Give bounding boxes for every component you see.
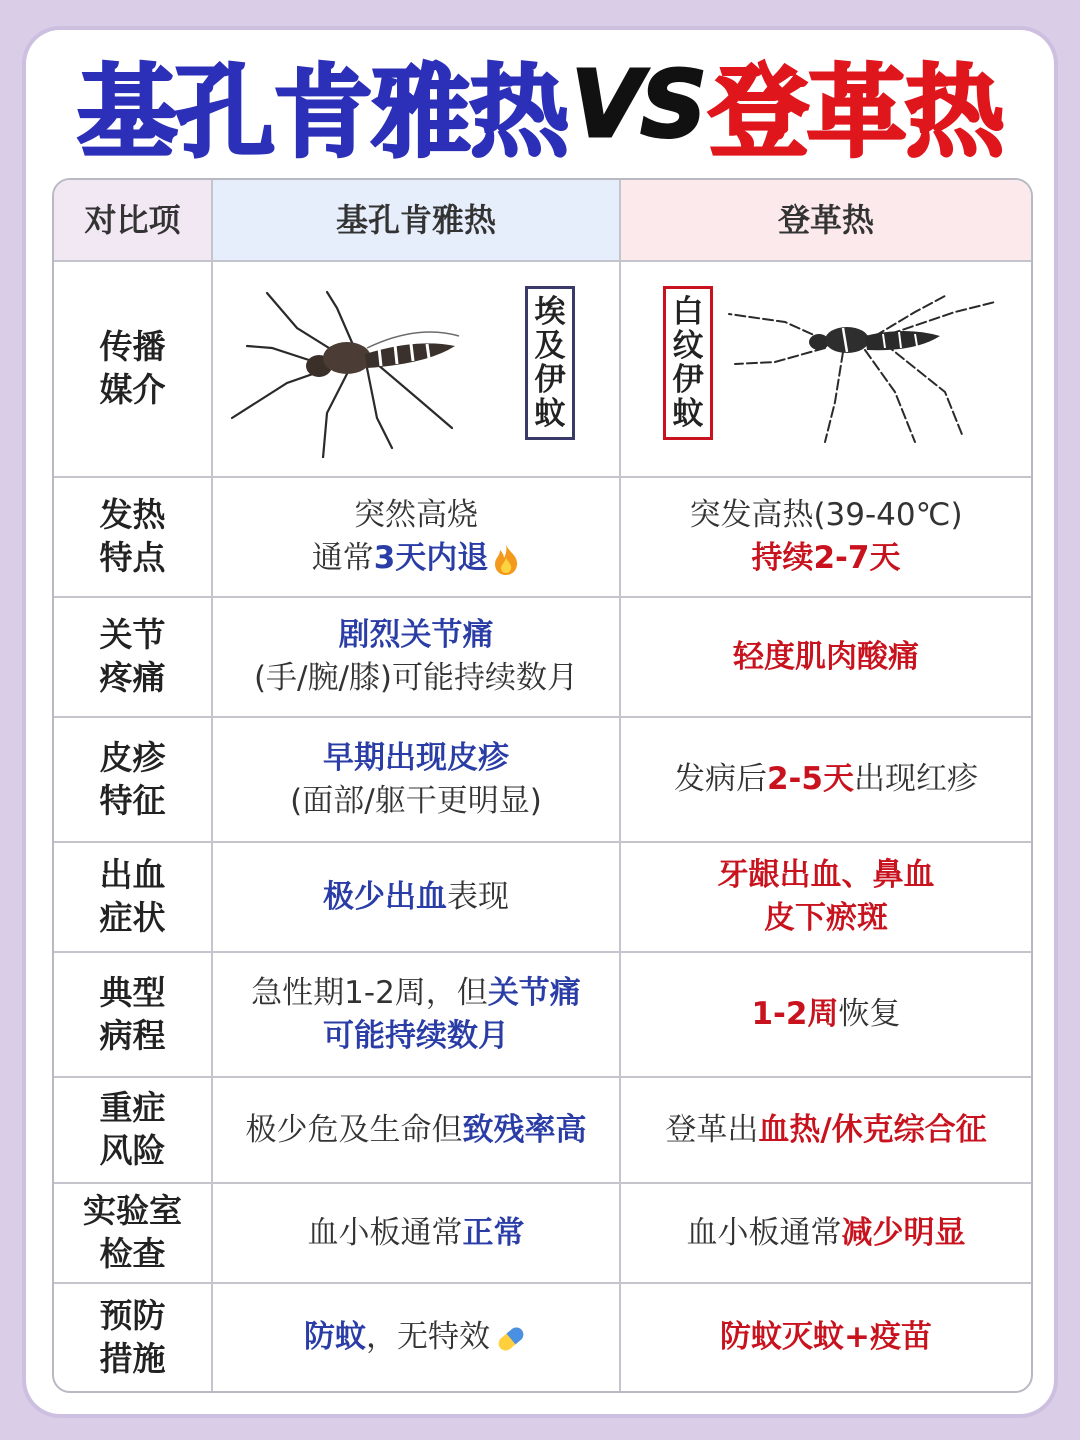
header-item: 对比项 — [54, 180, 213, 262]
rash-dengue: 发病后2-5天出现红疹 — [621, 718, 1031, 843]
header-chikungunya: 基孔肯雅热 — [213, 180, 621, 262]
bleeding-chikungunya: 极少出血表现 — [213, 843, 621, 953]
title-right: 登革热 — [708, 54, 1003, 171]
fire-icon — [492, 544, 520, 576]
joint-chikungunya: 剧烈关节痛 (手/腕/膝)可能持续数月 — [213, 598, 621, 718]
row-label-rash: 皮疹 特征 — [54, 718, 213, 843]
row-label-course: 典型 病程 — [54, 953, 213, 1078]
row-label-lab: 实验室 检查 — [54, 1184, 213, 1284]
rash-chikungunya: 早期出现皮疹 (面部/躯干更明显) — [213, 718, 621, 843]
row-label-prevention: 预防 措施 — [54, 1284, 213, 1391]
course-chikungunya: 急性期1-2周，但关节痛 可能持续数月 — [213, 953, 621, 1078]
lab-dengue: 血小板通常减少明显 — [621, 1184, 1031, 1284]
row-label-joint: 关节 疼痛 — [54, 598, 213, 718]
fever-chikungunya: 突然高烧 通常3天内退 — [213, 478, 621, 598]
title-left: 基孔肯雅热 — [77, 54, 568, 171]
page-title — [0, 44, 1080, 171]
row-label-severe: 重症 风险 — [54, 1078, 213, 1184]
pill-icon — [494, 1324, 528, 1354]
vector-label-albopictus: 白 纹 伊 蚊 — [663, 286, 713, 440]
vector-chikungunya — [213, 262, 621, 478]
row-label-vector: 传播 媒介 — [54, 262, 213, 478]
title-vs: VS — [571, 50, 705, 158]
row-label-bleeding: 出血 症状 — [54, 843, 213, 953]
row-label-fever: 发热 特点 — [54, 478, 213, 598]
prevention-chikungunya: 防蚊，无特效 — [213, 1284, 621, 1391]
mosquito-icon — [725, 292, 1015, 452]
joint-dengue: 轻度肌肉酸痛 — [621, 598, 1031, 718]
bleeding-dengue: 牙龈出血、鼻血 皮下瘀斑 — [621, 843, 1031, 953]
course-dengue: 1-2周恢复 — [621, 953, 1031, 1078]
comparison-table — [52, 178, 1033, 1393]
severe-chikungunya: 极少危及生命但致残率高 — [213, 1078, 621, 1184]
vector-dengue — [621, 262, 1031, 478]
lab-chikungunya: 血小板通常正常 — [213, 1184, 621, 1284]
fever-dengue: 突发高热(39-40℃) 持续2-7天 — [621, 478, 1031, 598]
vector-label-aegypti: 埃 及 伊 蚊 — [525, 286, 575, 440]
header-dengue: 登革热 — [621, 180, 1031, 262]
severe-dengue: 登革出血热/休克综合征 — [621, 1078, 1031, 1184]
mosquito-icon — [227, 288, 497, 458]
prevention-dengue: 防蚊灭蚊+疫苗 — [720, 1319, 932, 1356]
